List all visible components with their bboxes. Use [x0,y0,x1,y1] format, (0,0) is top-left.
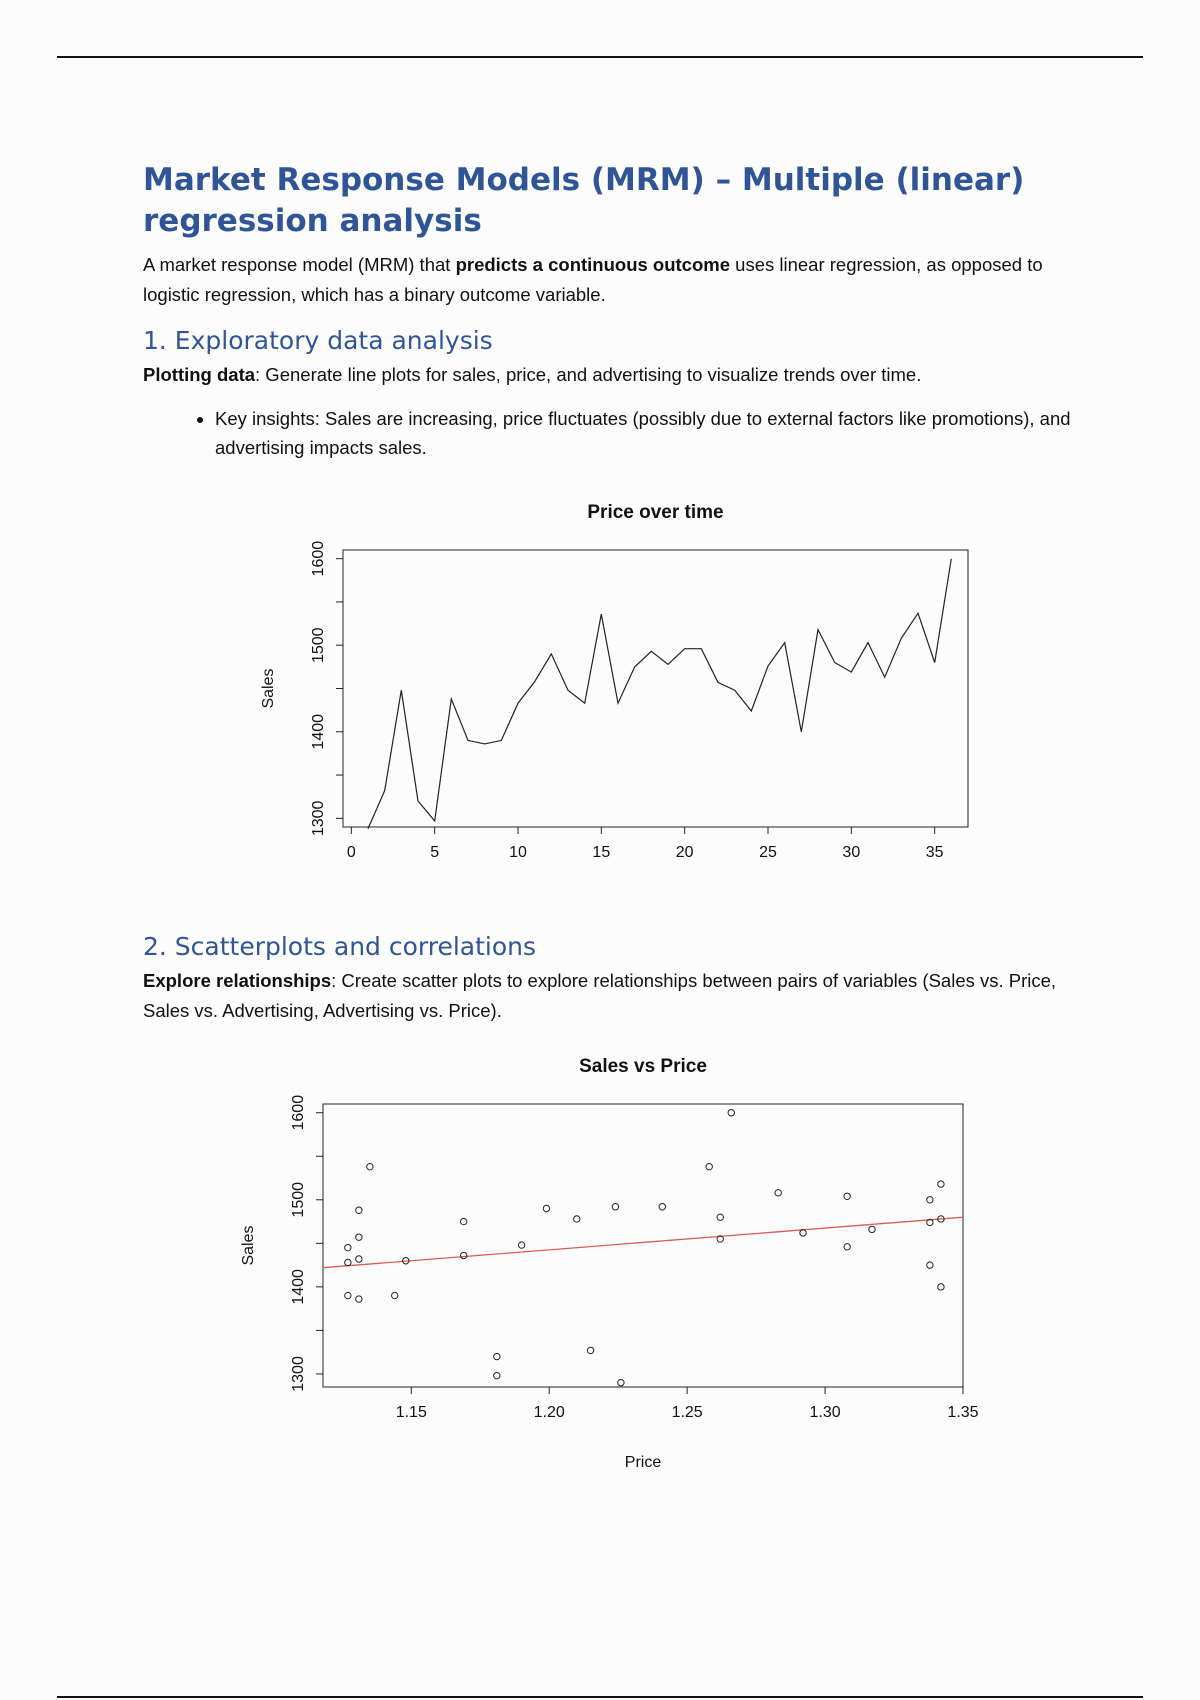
scatter-point [717,1214,723,1220]
intro-suffix: uses linear regression, as opposed to logistic regression, which has a binary outcome variable. [143,254,1043,305]
sales-vs-price-chart [143,1040,983,1480]
y-tick-label: 1400 [310,713,327,750]
scatter-point [844,1244,850,1250]
price-over-time-chart [143,482,983,912]
scatter-point [938,1181,944,1187]
scatter-point [587,1347,593,1353]
scatter-point [938,1284,944,1290]
scatter-point [518,1242,524,1248]
x-tick-label: 30 [842,844,861,861]
scatter-point [367,1163,373,1169]
intro-prefix: A market response model (MRM) that [143,254,456,275]
scatter-point [775,1190,781,1196]
x-tick-label: 1.25 [671,1404,703,1421]
y-tick-label: 1300 [310,800,327,837]
plot-frame [343,550,968,827]
scatter-point [618,1379,624,1385]
x-tick-label: 1.35 [947,1404,979,1421]
scatter-point [927,1197,933,1203]
series-line-sales [368,559,951,829]
x-tick-label: 1.15 [395,1404,427,1421]
scatter-point [460,1252,466,1258]
scatter-point [494,1372,500,1378]
list-item: • Key insights: Sales are increasing, price fluctuates (possibly due to external factors like promotions), and advertising impacts sales. [215,404,1093,462]
y-tick-label: 1400 [290,1269,307,1305]
scatter-point [844,1193,850,1199]
header-rule [57,56,1143,58]
x-tick-label: 10 [509,844,527,861]
scatter-point [869,1226,875,1232]
x-axis-label: Price [624,1454,662,1471]
chart-title: Price over time [587,502,724,523]
scatter-point [392,1292,398,1298]
scatter-point [574,1216,580,1222]
y-tick-label: 1500 [310,627,327,664]
scatter-point [345,1244,351,1250]
x-tick-label: 35 [925,844,944,861]
intro-paragraph [143,250,1093,310]
scatter-point [356,1296,362,1302]
y-tick-label: 1500 [290,1181,307,1218]
section2-heading: 2. Scatterplots and correlations [143,932,537,961]
regression-line [323,1217,963,1268]
scatter-point [356,1207,362,1213]
intro-bold: predicts a continuous outcome [455,254,731,275]
scatter-point [659,1204,665,1210]
section1-lead [143,360,1093,390]
x-tick-label: 5 [430,844,440,861]
scatter-point [543,1205,549,1211]
plot-frame [323,1104,963,1387]
scatter-point [356,1256,362,1262]
section1-heading: 1. Exploratory data analysis [143,326,493,355]
x-tick-label: 15 [592,844,611,861]
scatter-point [345,1259,351,1265]
scatter-point [927,1262,933,1268]
scatter-point [706,1163,712,1169]
chart-title: Sales vs Price [579,1056,707,1077]
y-tick-label: 1600 [290,1094,307,1131]
scatter-point [345,1292,351,1298]
scatter-point [356,1234,362,1240]
scatter-point [494,1353,500,1359]
section1-lead-bold: Plotting data [143,364,256,385]
x-tick-label: 0 [346,844,356,861]
section2-lead-text: : Create scatter plots to explore relationships between pairs of variables (Sales vs. Price, Sales vs. Advertising, Advertising vs. Price). [143,970,1057,1021]
scatter-point [460,1218,466,1224]
section2-lead-bold: Explore relationships [143,970,332,991]
section2-lead [143,966,1093,1026]
section1-lead-text: : Generate line plots for sales, price, and advertising to visualize trends over time. [255,364,922,385]
scatter-point [728,1110,734,1116]
y-tick-label: 1600 [310,540,327,577]
scatter-point [612,1204,618,1210]
insights-list [143,404,1093,462]
x-tick-label: 20 [675,844,694,861]
x-tick-label: 1.30 [809,1404,841,1421]
page-title: Market Response Models (MRM) – Multiple (linear) regression analysis [143,162,1025,239]
y-axis-label: Sales [260,668,277,709]
y-axis-label: Sales [240,1225,257,1266]
footer-rule [57,1696,1143,1698]
y-tick-label: 1300 [290,1356,307,1392]
document-body [143,160,1093,1480]
x-tick-label: 25 [759,844,777,861]
scatter-point [800,1230,806,1236]
x-tick-label: 1.20 [533,1404,565,1421]
